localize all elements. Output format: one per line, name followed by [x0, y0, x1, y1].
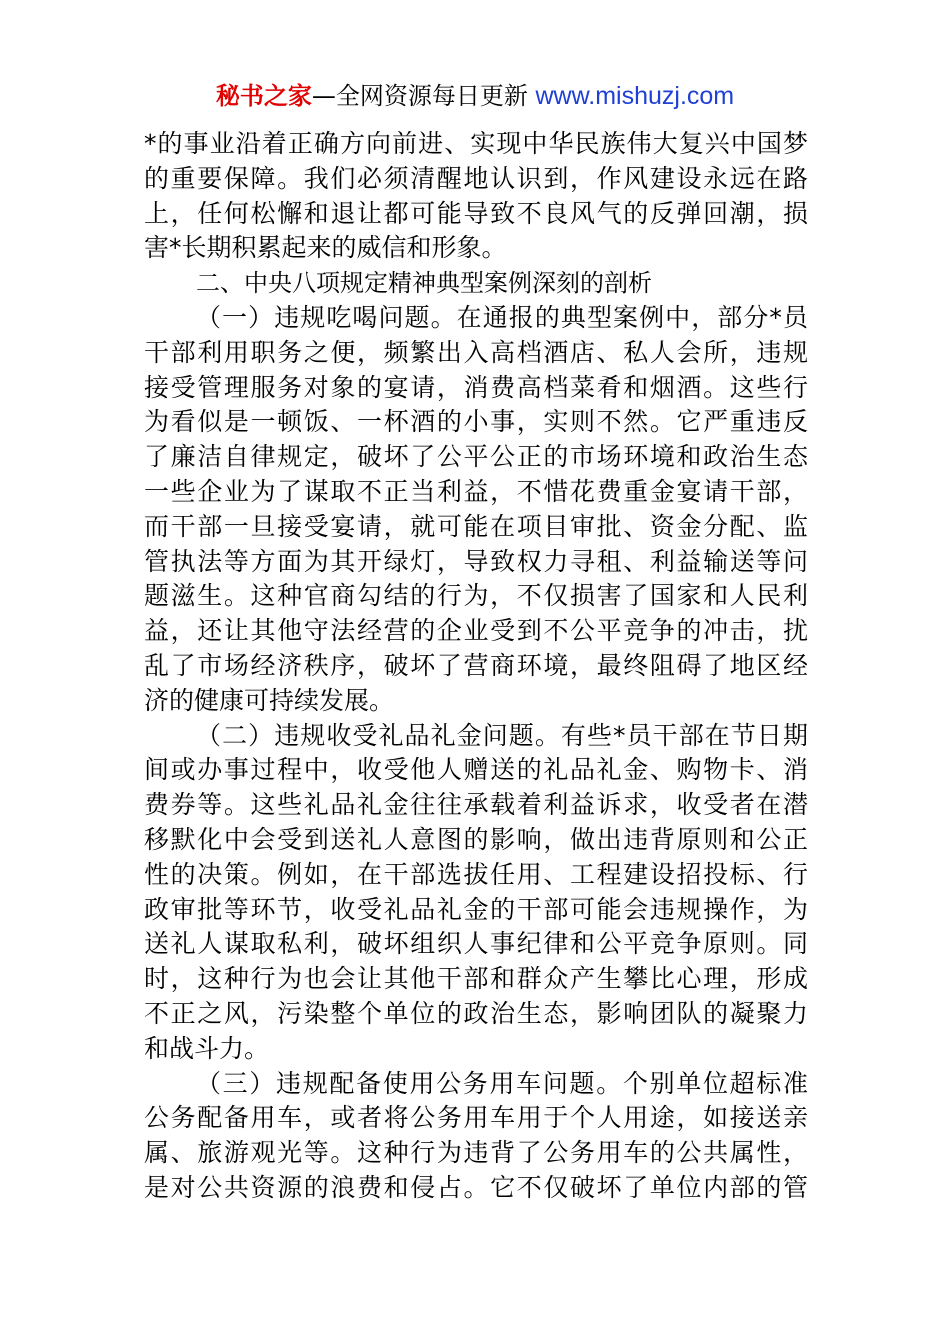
text-line: 送礼人谋取私利，破坏组织人事纪律和公平竞争原则。同	[144, 929, 808, 959]
text-line: 时，这种行为也会让其他干部和群众产生攀比心理，形成	[144, 964, 808, 994]
document-body	[144, 127, 808, 1206]
text-line: 的重要保障。我们必须清醒地认识到，作风建设永远在路	[144, 163, 808, 193]
text-line: 了廉洁自律规定，破坏了公平公正的市场环境和政治生态	[144, 442, 808, 472]
brand-name: 秘书之家	[215, 82, 312, 110]
text-line: 益，还让其他守法经营的企业受到不公平竞争的冲击，扰	[144, 616, 808, 646]
text-line: 一些企业为了谋取不正当利益，不惜花费重金宴请干部，	[144, 476, 808, 506]
text-line: 接受管理服务对象的宴请，消费高档菜肴和烟酒。这些行	[144, 372, 808, 402]
text-line: 干部利用职务之便，频繁出入高档酒店、私人会所，违规	[144, 337, 808, 367]
text-line: 政审批等环节，收受礼品礼金的干部可能会违规操作，为	[144, 894, 808, 924]
text-line: 而干部一旦接受宴请，就可能在项目审批、资金分配、监	[144, 511, 808, 541]
site-url-link[interactable]: www.mishuzj.com	[535, 82, 735, 110]
text-line: 间或办事过程中，收受他人赠送的礼品礼金、购物卡、消	[144, 755, 808, 785]
text-line: （二）违规收受礼品礼金问题。有些*员干部在节日期	[196, 720, 808, 750]
text-line: 上，任何松懈和退让都可能导致不良风气的反弹回潮，损	[144, 198, 808, 228]
header-tagline: —全网资源每日更新	[311, 82, 536, 110]
text-line: 费券等。这些礼品礼金往往承载着利益诉求，收受者在潜	[144, 790, 808, 820]
text-line: 性的决策。例如，在干部选拔任用、工程建设招投标、行	[144, 859, 808, 889]
text-line: 管执法等方面为其开绿灯，导致权力寻租、利益输送等问	[144, 546, 808, 576]
text-line: 乱了市场经济秩序，破坏了营商环境，最终阻碍了地区经	[144, 650, 808, 680]
section-heading: 二、中央八项规定精神典型案例深刻的剖析	[196, 269, 652, 298]
text-line: 不正之风，污染整个单位的政治生态，影响团队的凝聚力	[144, 998, 808, 1028]
text-line: 属、旅游观光等。这种行为违背了公务用车的公共属性，	[144, 1138, 808, 1168]
text-line: 公务配备用车，或者将公务用车用于个人用途，如接送亲	[144, 1103, 808, 1133]
text-line: 是对公共资源的浪费和侵占。它不仅破坏了单位内部的管	[144, 1172, 808, 1202]
text-line: 害*长期积累起来的威信和形象。	[144, 233, 507, 263]
text-line: 为看似是一顿饭、一杯酒的小事，实则不然。它严重违反	[144, 407, 808, 437]
text-line: 移默化中会受到送礼人意图的影响，做出违背原则和公正	[144, 824, 808, 854]
text-line: 济的健康可持续发展。	[144, 685, 395, 715]
text-line: （三）违规配备使用公务用车问题。个别单位超标准	[196, 1068, 808, 1098]
text-line: 和战斗力。	[144, 1033, 270, 1063]
site-header	[0, 80, 950, 112]
text-line: *的事业沿着正确方向前进、实现中华民族伟大复兴中国梦	[144, 129, 808, 158]
text-line: （一）违规吃喝问题。在通报的典型案例中，部分*员	[196, 302, 808, 332]
text-line: 题滋生。这种官商勾结的行为，不仅损害了国家和人民利	[144, 581, 808, 611]
